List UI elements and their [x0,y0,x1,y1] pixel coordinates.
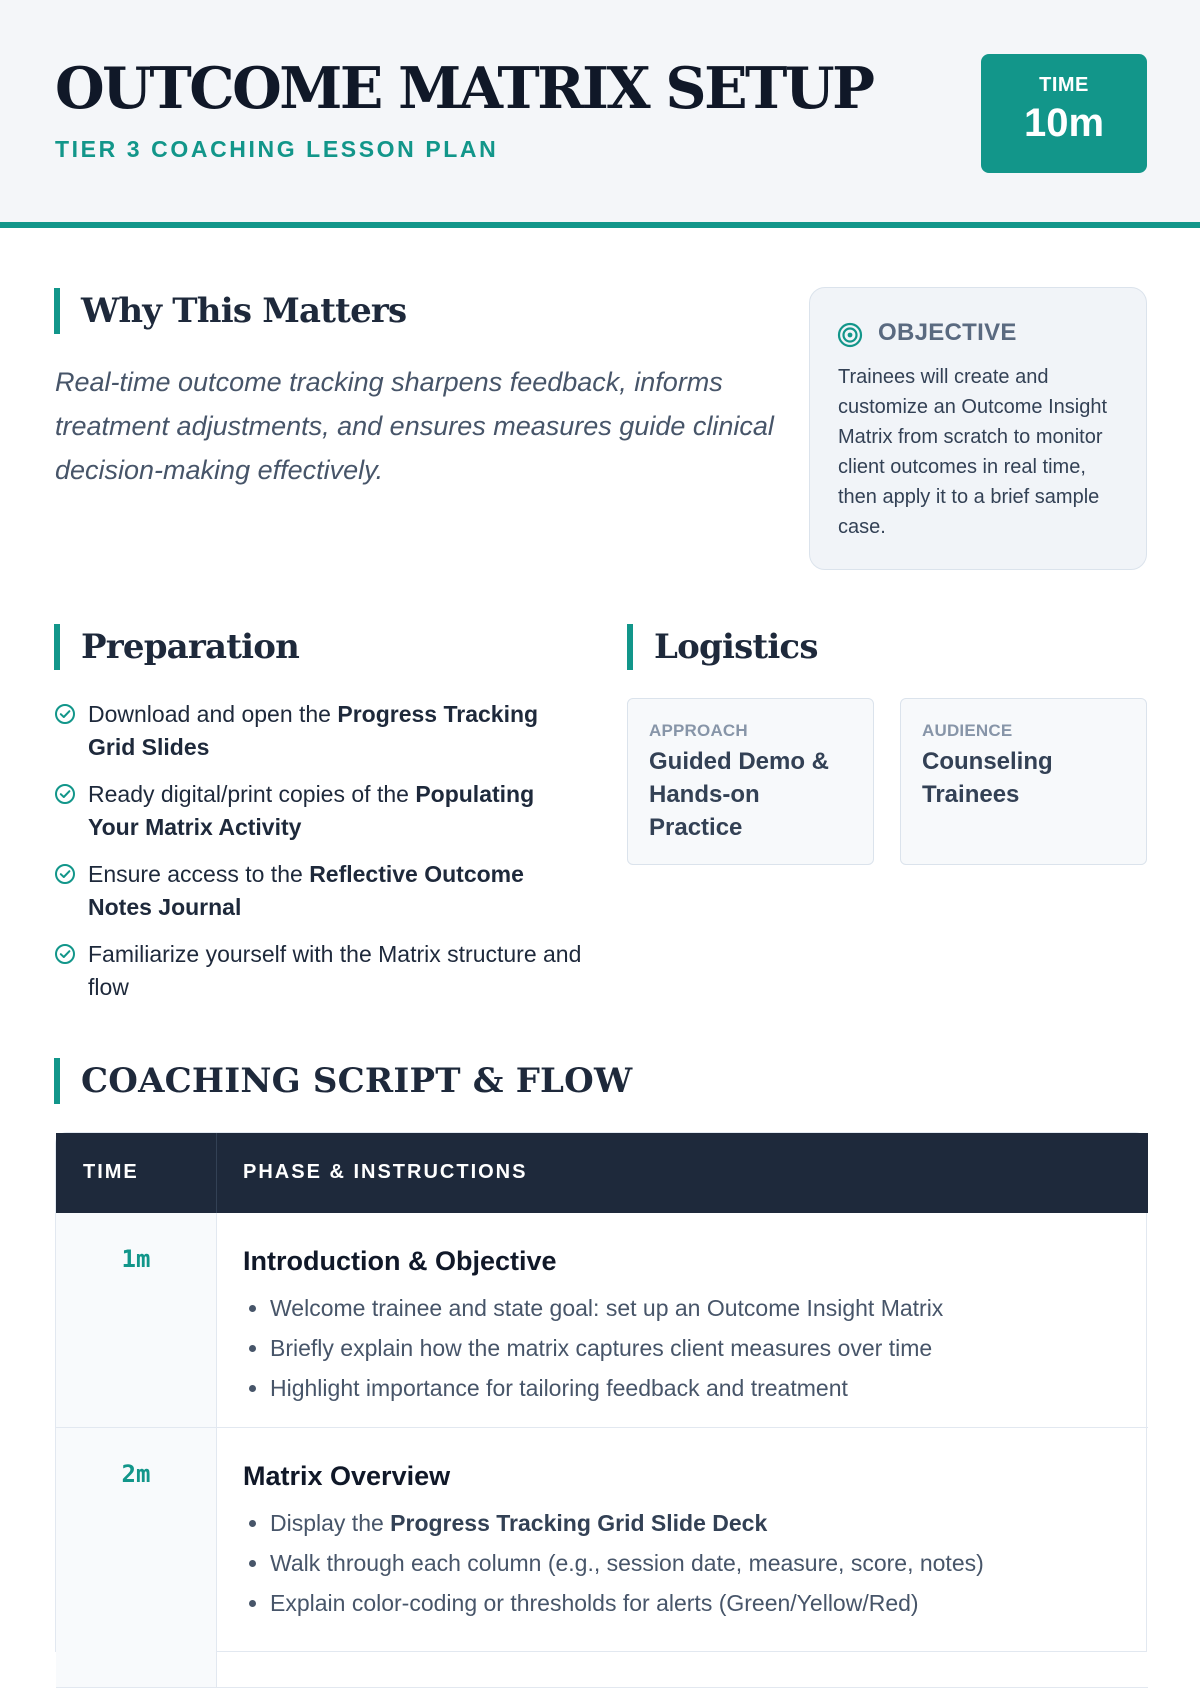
check-circle-icon [54,863,76,885]
phase-bullet-text: Walk through each column (e.g., session date, measure, score, notes) [270,1550,984,1576]
time-badge-value: 10m [1023,101,1105,145]
preparation-item-text: Ready digital/print copies of the [88,781,416,807]
preparation-item-bold: Reflective Outcome Notes Journal [88,861,524,920]
why-text: Real-time outcome tracking sharpens feedback, informs treatment adjustments, and ensures measures guide clinical decision-making effectively. [55,367,774,485]
preparation-item-text: Familiarize yourself with the Matrix structure and flow [88,941,582,1000]
table-header [56,1133,1148,1213]
phase-bullet-bold: Progress Tracking Grid Slide Deck [390,1510,768,1536]
preparation-item [54,698,584,764]
check-circle-icon [54,943,76,965]
phase-bullet-text: Briefly explain how the matrix captures client measures over time [270,1335,933,1361]
phase-bullet [270,1328,1130,1368]
column-header-phase-label: PHASE & INSTRUCTIONS [243,1161,528,1183]
approach-card [627,698,874,865]
row-time: 1m [121,1245,151,1273]
row-time-cell [56,1213,217,1427]
audience-label: AUDIENCE [922,721,1013,740]
phase-bullet [270,1543,1130,1583]
phase-bullet [270,1583,1130,1623]
phase-bullets [270,1288,1130,1408]
phase-bullets [270,1503,1130,1623]
approach-label: APPROACH [649,721,748,740]
column-header-time [56,1133,217,1213]
script-heading: COACHING SCRIPT & FLOW [54,1058,632,1104]
column-header-time-label: TIME [83,1161,139,1183]
preparation-item-text: Download and open the [88,701,338,727]
phase-title: Matrix Overview [243,1461,451,1491]
phase-title: Introduction & Objective [243,1246,557,1276]
preparation-item [54,858,584,924]
preparation-list [54,698,584,1018]
preparation-heading: Preparation [54,624,299,670]
row-phase-cell [217,1428,1148,1687]
phase-bullet-text: Welcome trainee and state goal: set up an Outcome Insight Matrix [270,1295,944,1321]
objective-card [809,287,1147,570]
objective-label: OBJECTIVE [878,319,1017,346]
phase-bullet [270,1368,1130,1408]
column-header-phase [217,1133,1148,1213]
phase-bullet [270,1288,1130,1328]
preparation-item-text: Ensure access to the [88,861,310,887]
page-title: OUTCOME MATRIX SETUP [55,55,873,122]
phase-bullet-text: Explain color-coding or thresholds for alerts (Green/Yellow/Red) [270,1590,919,1616]
phase-bullet-text: Display the [270,1510,391,1536]
page-header [0,0,1200,228]
check-circle-icon [54,783,76,805]
phase-bullet [270,1503,1130,1543]
time-badge [981,54,1147,173]
audience-card [900,698,1147,865]
target-icon [837,322,863,348]
logistics-heading: Logistics [627,624,818,670]
audience-value: Counseling Trainees [922,748,1053,808]
table-row [56,1213,1148,1428]
preparation-item-bold: Populating Your Matrix Activity [88,781,535,840]
check-circle-icon [54,703,76,725]
table-row [56,1428,1148,1688]
preparation-item [54,938,584,1004]
row-time: 2m [121,1460,151,1488]
row-phase-cell [217,1213,1148,1427]
script-table [55,1132,1147,1652]
preparation-item-bold: Progress Tracking Grid Slides [88,701,539,760]
row-time-cell [56,1428,217,1687]
page-subtitle: TIER 3 COACHING LESSON PLAN [55,136,499,162]
approach-value: Guided Demo & Hands-on Practice [649,748,830,841]
time-badge-label: TIME [1039,74,1089,96]
why-heading: Why This Matters [54,288,406,334]
phase-bullet-text: Highlight importance for tailoring feedback and treatment [270,1375,848,1401]
objective-text: Trainees will create and customize an Outcome Insight Matrix from scratch to monitor client outcomes in real time, then apply it to a brief sample case. [838,366,1108,538]
preparation-item [54,778,584,844]
